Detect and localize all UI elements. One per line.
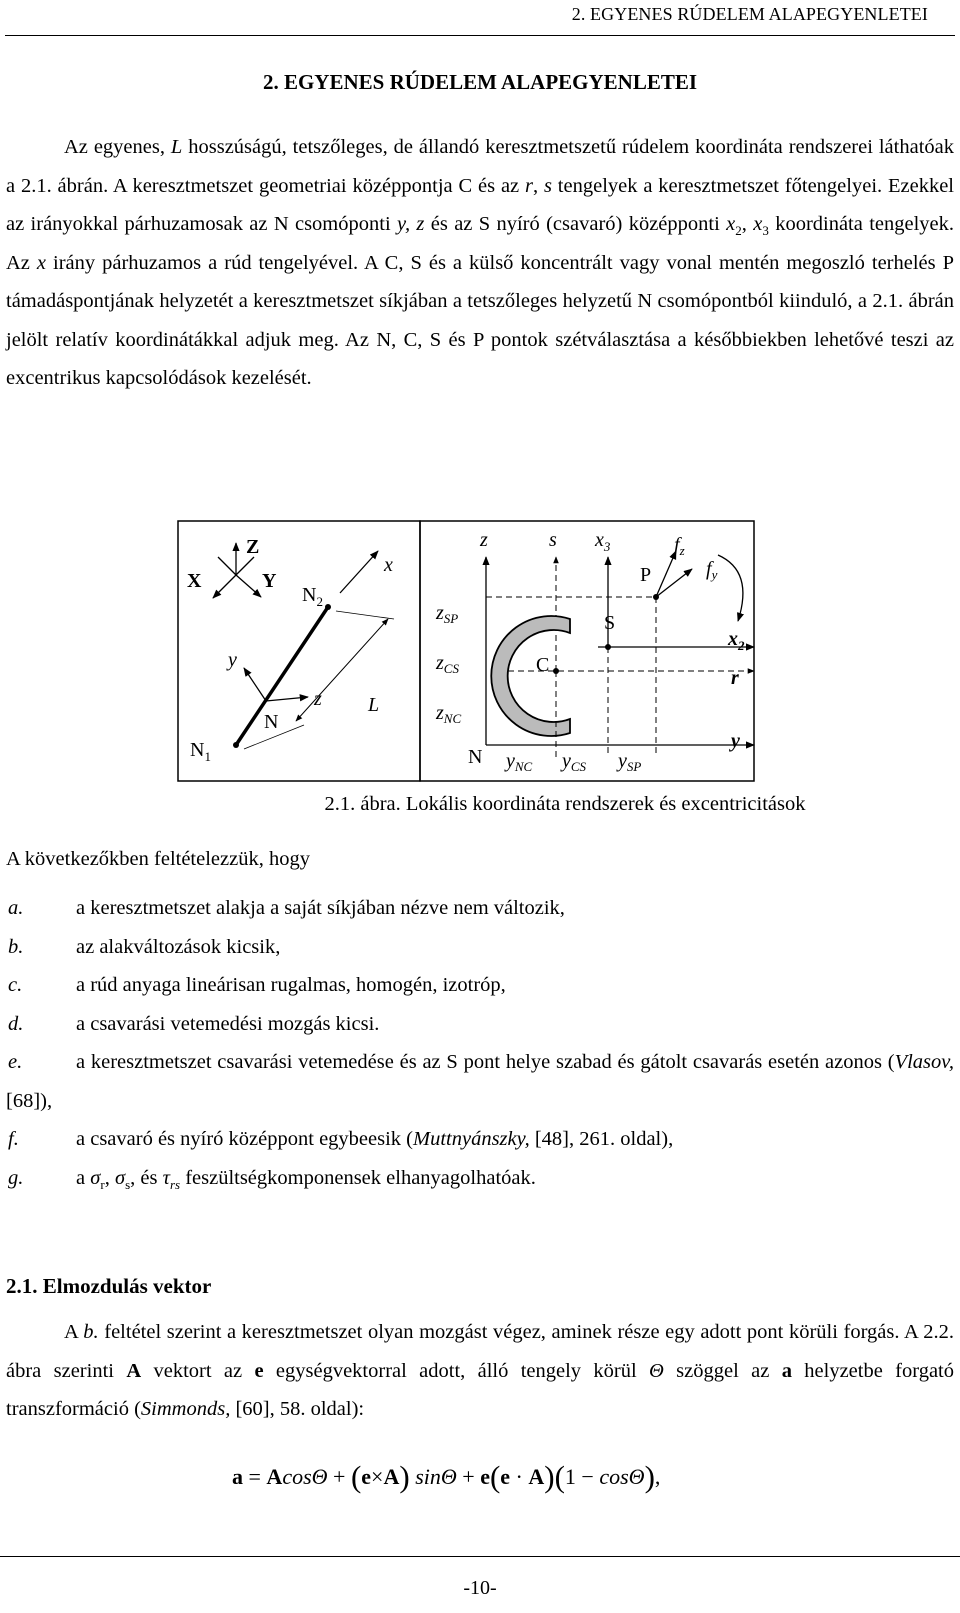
- assumption-item-b: b. az alakváltozások kicsik,: [8, 935, 281, 958]
- label-z-axis: z: [480, 529, 488, 551]
- label-L: L: [368, 694, 380, 716]
- node-N2-dot: [325, 604, 331, 610]
- label-zCS: $z_{CS}$: [436, 652, 459, 676]
- figure-svg: [178, 521, 958, 781]
- node-N1-dot: [233, 742, 239, 748]
- assumptions-list: [6, 889, 954, 1204]
- label-fz: $f_z$: [674, 534, 685, 558]
- label-N1: $N_1$: [190, 739, 211, 764]
- intro-paragraph: Az egyenes, L hosszúságú, tetszőleges, de állandó keresztmetszetű rúdelem koordináta rendszerei láthatóak a 2.1. ábrán. A keresztmetszet geometriai középpontja C és az r, s tengelyek a keresztmetszet főtengelyei. Ezekkel az irányokkal párhuzamosak az N csomóponti y, z és az S nyíró (csavaró) középponti $x_2$, $x_3$ koordináta tengelyek. Az x irány párhuzamos a rúd tengelyével. A C, S és a külső koncentrált vagy vonal mentén megoszló terhelés P támadáspontjának helyzetét a keresztmetszet síkjában a tetszőleges helyzetű N csomópontból kiinduló, a 2.1. ábrán jelölt relatív koordinátákkal adjuk meg. Az N, C, S és P pontok szétválasztása a későbbiekben lehetővé teszi az excentrikus kapcsolódások kezelését.: [6, 136, 955, 389]
- label-z-local: z: [314, 688, 322, 710]
- label-fy: $f_y$: [706, 558, 718, 582]
- label-s-axis: s: [549, 529, 557, 551]
- label-zNC: $z_{NC}$: [436, 702, 462, 726]
- chapter-title: 2. EGYENES RÚDELEM ALAPEGYENLETEI: [262, 70, 698, 94]
- label-y-local: y: [228, 649, 237, 671]
- local-z-axis: [266, 697, 308, 701]
- right-panel-frame: [420, 521, 754, 781]
- label-N-local: N: [264, 711, 279, 733]
- local-y-axis: [244, 668, 266, 701]
- running-head: 2. EGYENES RÚDELEM ALAPEGYENLETEI: [571, 4, 928, 24]
- label-ySP: $y_{SP}$: [618, 750, 642, 774]
- load-fz-arrow: [656, 551, 676, 597]
- label-r-axis: r: [731, 667, 739, 689]
- global-y-axis: [236, 575, 261, 597]
- label-N-node: N: [468, 746, 483, 768]
- rotation-equation: a = AcosΘ + (e×A) sinΘ + e(e · A)(1 − cosΘ),: [232, 1459, 661, 1494]
- label-yNC: $y_{NC}$: [506, 750, 533, 774]
- header-rule: [5, 35, 955, 36]
- global-axis-stub-2: [236, 557, 254, 575]
- global-x-axis: [213, 575, 236, 598]
- label-x2-axis: $x_2$: [728, 628, 745, 653]
- label-x3-axis: $x_3$: [595, 529, 611, 554]
- assumptions-lead: A következőkben feltételezzük, hogy: [6, 848, 310, 870]
- label-N2: $N_2$: [302, 584, 323, 609]
- label-S: S: [604, 612, 616, 634]
- label-Z: Z: [246, 536, 260, 558]
- assumption-item-c: c. a rúd anyaga lineárisan rugalmas, homogén, izotróp,: [8, 974, 506, 996]
- label-X: X: [187, 570, 202, 592]
- assumption-item-a: a. a keresztmetszet alakja a saját síkjában nézve nem változik,: [8, 897, 565, 919]
- label-zSP: $z_{SP}$: [436, 602, 459, 626]
- page-number: -10-: [463, 1577, 497, 1599]
- label-y-axis: y: [731, 730, 740, 752]
- footer-rule: [0, 1556, 960, 1557]
- label-x-local: x: [384, 554, 393, 576]
- global-axis-stub: [218, 557, 236, 575]
- label-C: C: [536, 654, 550, 676]
- assumption-item-f: f. a csavaró és nyíró középpont egybeesik (Muttnyánszky, [48], 261. oldal),: [8, 1128, 674, 1150]
- cross-section-shape: [491, 616, 570, 736]
- label-P: P: [640, 564, 652, 586]
- rotation-arrow: [718, 555, 743, 621]
- label-yCS: $y_{CS}$: [562, 750, 587, 774]
- local-x-axis: [340, 551, 378, 593]
- figure-caption: 2.1. ábra. Lokális koordináta rendszerek és excentricitások: [324, 793, 806, 815]
- assumption-item-d: d. a csavarási vetemedési mozgás kicsi.: [8, 1012, 380, 1035]
- dim-extension-2: [336, 611, 394, 619]
- label-Y: Y: [262, 570, 277, 592]
- figure-2-1: [178, 521, 958, 781]
- section-paragraph: A b. feltétel szerint a keresztmetszet olyan mozgást végez, aminek része egy adott pont körüli forgás. A 2.2. ábra szerinti A vektort az e egységvektorral adott, álló tengely körül Θ szöggel az a helyzetbe forgató transzformáció (Simmonds, [60], 58. oldal):: [6, 1321, 954, 1420]
- assumption-item-g: g. a $\sigma_r$, $\sigma_s$, és $\tau_{rs}$ feszültségkomponensek elhanyagolhatóak.: [8, 1166, 536, 1192]
- assumption-item-e: e. a keresztmetszet csavarási vetemedése és az S pont helye szabad és gátolt csavarás esetén azonos (Vlasov, [68]),: [6, 1051, 954, 1112]
- section-title: 2.1. Elmozdulás vektor: [6, 1274, 212, 1298]
